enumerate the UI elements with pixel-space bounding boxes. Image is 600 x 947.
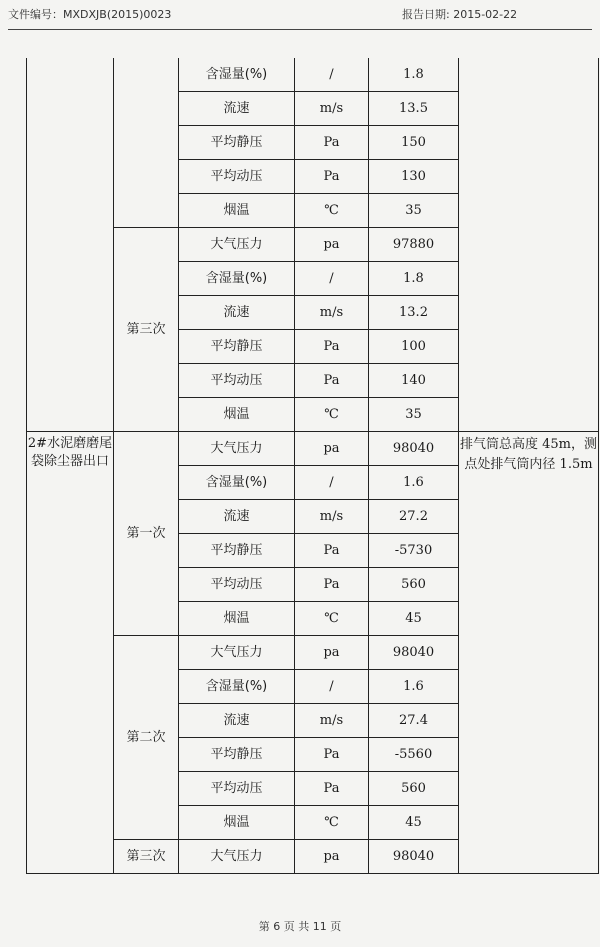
remark-cell-continued [459,58,599,432]
param-value: 98040 [369,636,459,670]
param-name: 流速 [179,704,295,738]
remark-cell: 排气筒总高度 45m，测点处排气筒内径 1.5m [459,432,599,874]
param-name: 烟温 [179,602,295,636]
param-value: 140 [369,364,459,398]
location-cell-continued [27,58,114,432]
param-value: -5730 [369,534,459,568]
page-number: 第 6 页 共 11 页 [258,920,342,933]
file-number: 文件编号：MXDXJB(2015)0023 [8,8,172,21]
param-value: 35 [369,398,459,432]
param-unit: ℃ [295,194,369,228]
param-unit: / [295,670,369,704]
param-value: 13.5 [369,92,459,126]
param-value: 1.8 [369,58,459,92]
param-value: 45 [369,806,459,840]
measurement-table [26,58,599,874]
param-value: 560 [369,772,459,806]
param-unit: Pa [295,568,369,602]
report-date: 报告日期: 2015-02-22 [402,8,518,21]
param-value: 1.6 [369,670,459,704]
param-name: 平均静压 [179,738,295,772]
param-unit: pa [295,432,369,466]
param-value: 45 [369,602,459,636]
param-name: 大气压力 [179,432,295,466]
param-name: 流速 [179,296,295,330]
param-value: 13.2 [369,296,459,330]
param-value: 130 [369,160,459,194]
param-name: 平均动压 [179,772,295,806]
param-unit: ℃ [295,398,369,432]
table-row [27,432,599,466]
param-value: -5560 [369,738,459,772]
param-name: 平均静压 [179,534,295,568]
param-unit: / [295,466,369,500]
param-value: 35 [369,194,459,228]
param-unit: Pa [295,772,369,806]
param-unit: pa [295,228,369,262]
round-label [114,58,179,228]
param-value: 98040 [369,840,459,874]
header-divider [8,29,592,30]
param-name: 平均动压 [179,160,295,194]
param-unit: Pa [295,160,369,194]
param-name: 烟温 [179,194,295,228]
param-unit: ℃ [295,806,369,840]
param-value: 27.4 [369,704,459,738]
param-name: 平均静压 [179,126,295,160]
round-label: 第三次 [114,228,179,432]
param-unit: Pa [295,534,369,568]
param-name: 含湿量(%) [179,670,295,704]
param-unit: m/s [295,296,369,330]
round-label: 第一次 [114,432,179,636]
param-unit: ℃ [295,602,369,636]
param-value: 1.8 [369,262,459,296]
param-unit: pa [295,840,369,874]
location-cell: 2#水泥磨磨尾袋除尘器出口 [27,432,114,874]
param-value: 98040 [369,432,459,466]
param-name: 大气压力 [179,228,295,262]
round-label: 第三次 [114,840,179,874]
param-value: 100 [369,330,459,364]
param-unit: Pa [295,330,369,364]
param-unit: / [295,58,369,92]
param-value: 150 [369,126,459,160]
param-name: 烟温 [179,806,295,840]
param-unit: Pa [295,126,369,160]
param-name: 大气压力 [179,840,295,874]
param-unit: Pa [295,364,369,398]
param-value: 1.6 [369,466,459,500]
param-name: 平均静压 [179,330,295,364]
param-unit: m/s [295,92,369,126]
param-unit: Pa [295,738,369,772]
param-name: 含湿量(%) [179,466,295,500]
param-value: 97880 [369,228,459,262]
param-unit: pa [295,636,369,670]
param-value: 560 [369,568,459,602]
param-unit: m/s [295,704,369,738]
table-row [27,58,599,92]
param-name: 流速 [179,92,295,126]
param-name: 平均动压 [179,568,295,602]
param-value: 27.2 [369,500,459,534]
param-unit: m/s [295,500,369,534]
param-name: 含湿量(%) [179,262,295,296]
param-name: 平均动压 [179,364,295,398]
param-name: 大气压力 [179,636,295,670]
param-name: 流速 [179,500,295,534]
param-name: 烟温 [179,398,295,432]
round-label: 第二次 [114,636,179,840]
param-name: 含湿量(%) [179,58,295,92]
param-unit: / [295,262,369,296]
